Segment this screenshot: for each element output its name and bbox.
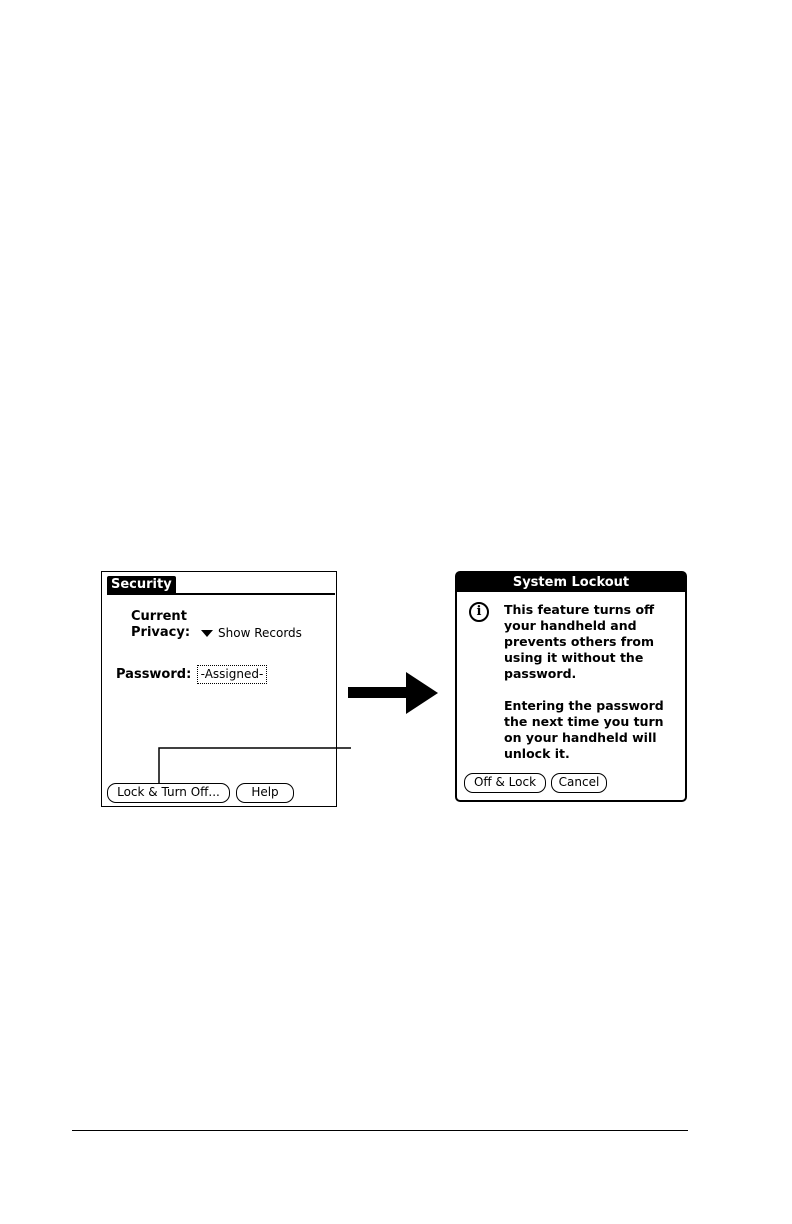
password-field[interactable]: -Assigned- [197, 665, 267, 684]
message-line: your handheld and [504, 618, 637, 633]
password-label: Password: [116, 667, 192, 682]
security-title: Security [107, 576, 176, 593]
off-lock-button[interactable]: Off & Lock [464, 773, 546, 793]
cancel-button[interactable]: Cancel [551, 773, 607, 793]
message-line: unlock it. [504, 746, 570, 761]
message-line: prevents others from [504, 634, 654, 649]
info-icon: i [469, 602, 489, 622]
lock-turn-off-button[interactable]: Lock & Turn Off... [107, 783, 230, 803]
right-arrow-icon [348, 672, 438, 714]
callout-line [155, 745, 355, 785]
message-line: This feature turns off [504, 602, 655, 617]
message-line: using it without the [504, 650, 644, 665]
privacy-value: Show Records [218, 626, 302, 640]
message-line: on your handheld will [504, 730, 657, 745]
system-lockout-dialog [455, 571, 687, 802]
message-line: password. [504, 666, 577, 681]
help-button[interactable]: Help [236, 783, 294, 803]
privacy-picker[interactable] [201, 625, 302, 641]
dropdown-triangle-icon [201, 630, 213, 637]
privacy-label: Privacy: [131, 625, 191, 640]
page-footer-rule [72, 1130, 688, 1131]
dialog-title: System Lockout [457, 573, 685, 592]
current-label: Current [131, 609, 187, 624]
message-line: the next time you turn [504, 714, 664, 729]
message-line: Entering the password [504, 698, 664, 713]
title-underline [107, 593, 335, 595]
